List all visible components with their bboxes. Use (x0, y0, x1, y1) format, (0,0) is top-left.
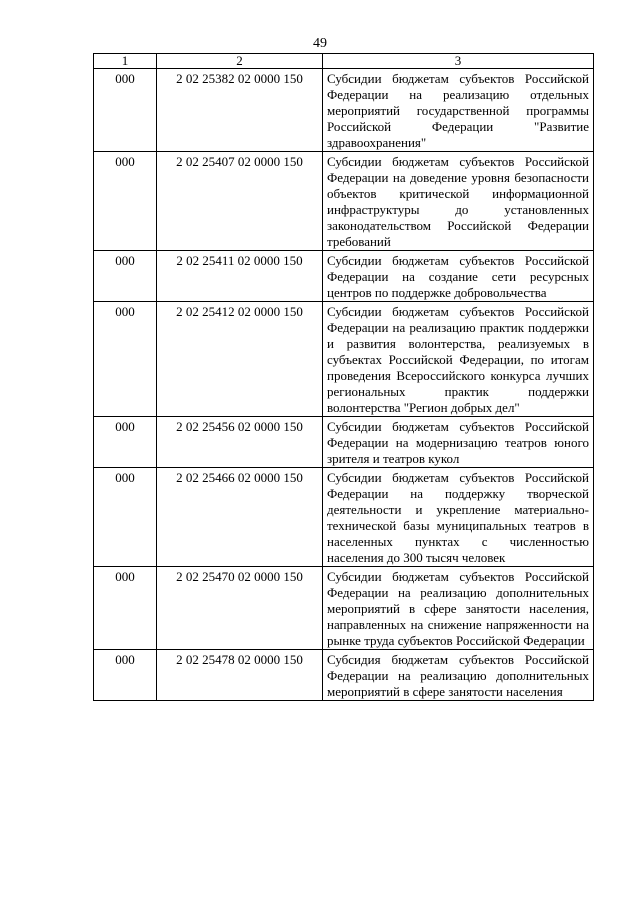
admin-code-cell: 000 (94, 152, 157, 251)
income-name-cell: Субсидии бюджетам субъектов Российской Федерации на доведение уровня безопасности объектов критической информационной инфраструктуры до установленных законодательством Российской Федерации требований (323, 152, 594, 251)
income-name-cell: Субсидии бюджетам субъектов Российской Федерации на поддержку творческой деятельности и укрепление материально-технической базы муниципальных театров в населенных пунктах с численностью населения до 300 тысяч человек (323, 468, 594, 567)
income-name-cell: Субсидии бюджетам субъектов Российской Федерации на реализацию практик поддержки и развития волонтерства, реализуемых в субъектах Российской Федерации, по итогам проведения Всероссийского конкурса лучших региональных практик поддержки волонтерства "Регион добрых дел" (323, 302, 594, 417)
column-header-3: 3 (323, 54, 594, 69)
table-row (94, 650, 594, 701)
budget-code-cell: 2 02 25407 02 0000 150 (157, 152, 323, 251)
table-row (94, 468, 594, 567)
budget-code-cell: 2 02 25412 02 0000 150 (157, 302, 323, 417)
income-name-cell: Субсидия бюджетам субъектов Российской Федерации на реализацию дополнительных мероприятий в сфере занятости населения (323, 650, 594, 701)
table-header (94, 54, 594, 69)
budget-code-cell: 2 02 25456 02 0000 150 (157, 417, 323, 468)
column-number-row (94, 54, 594, 69)
budget-code-cell: 2 02 25466 02 0000 150 (157, 468, 323, 567)
table-row (94, 152, 594, 251)
income-name-cell: Субсидии бюджетам субъектов Российской Федерации на создание сети ресурсных центров по поддержке добровольчества (323, 251, 594, 302)
table-row (94, 417, 594, 468)
table-row (94, 302, 594, 417)
income-name-cell: Субсидии бюджетам субъектов Российской Федерации на модернизацию театров юного зрителя и театров кукол (323, 417, 594, 468)
column-header-2: 2 (157, 54, 323, 69)
budget-code-cell: 2 02 25382 02 0000 150 (157, 69, 323, 152)
budget-code-cell: 2 02 25478 02 0000 150 (157, 650, 323, 701)
admin-code-cell: 000 (94, 468, 157, 567)
admin-code-cell: 000 (94, 417, 157, 468)
budget-code-cell: 2 02 25411 02 0000 150 (157, 251, 323, 302)
table-row (94, 251, 594, 302)
table-row (94, 69, 594, 152)
income-name-cell: Субсидии бюджетам субъектов Российской Федерации на реализацию дополнительных мероприятий в сфере занятости населения, направленных на снижение напряженности на рынке труда субъектов Российской Федерации (323, 567, 594, 650)
admin-code-cell: 000 (94, 302, 157, 417)
page-number: 49 (313, 36, 327, 51)
budget-classification-table (93, 53, 594, 701)
admin-code-cell: 000 (94, 69, 157, 152)
table-row (94, 567, 594, 650)
admin-code-cell: 000 (94, 567, 157, 650)
admin-code-cell: 000 (94, 251, 157, 302)
column-header-1: 1 (94, 54, 157, 69)
budget-code-cell: 2 02 25470 02 0000 150 (157, 567, 323, 650)
admin-code-cell: 000 (94, 650, 157, 701)
table-body (94, 69, 594, 701)
income-name-cell: Субсидии бюджетам субъектов Российской Федерации на реализацию отдельных мероприятий государственной программы Российской Федерации "Развитие здравоохранения" (323, 69, 594, 152)
